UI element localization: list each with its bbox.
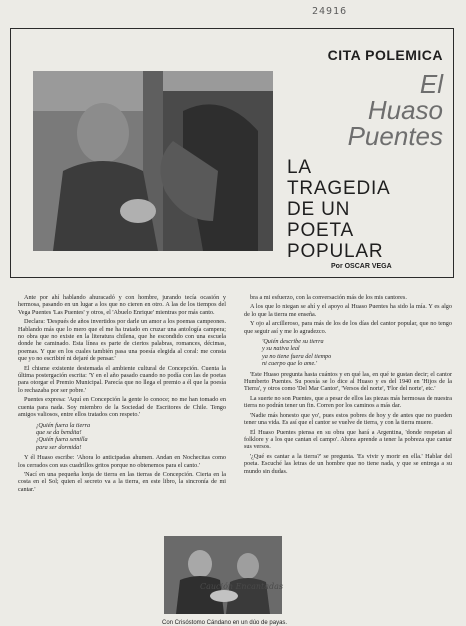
paragraph: Declara: 'Después de años invertidos por darle un amor a los poemas campeones. Hablando más que lo mero que el me ha tratado en cruzar una antología campera; no obra que no existe en la literatura chilena, que he escondido con una escuela donde he caminado. Esta línea es parte de ciertos palabras, romances, décimas, poemas. Y que en los cuales también pasa una poesía elegida al coral: me consta que yo no escribiré ni dejaré de pensar.' — [18, 318, 226, 363]
newspaper-clipping — [10, 28, 456, 626]
photo-illustration — [33, 71, 273, 251]
archive-number: 24916 — [312, 6, 348, 17]
paragraph: 'Nací en una pequeña lonja de tierra en las tierras de Concepción. Cierta en la costa en el Sol; quien el secreto va a la tierra, en este libro, la sincronía de mi cantar.' — [18, 470, 226, 493]
paragraph: El Huaso Puentes piensa en su obra que hará a Argentina, 'donde respetan al folklore y a los que cantan el campo'. Ahora aprende a tener la pobreza que cantar sus versos. — [244, 428, 452, 451]
title-line-3: Puentes — [347, 121, 443, 151]
poem-left — [36, 422, 226, 452]
paragraph: Puentes expresa: 'Aquí en Concepción la gente lo conoce; no me han tomado en cuenta para nada. Soy miembro de la Sociedad de Escritores de Chile. Tengo amigos valiosos, entre ellos tratados con respeto.' — [18, 396, 226, 419]
headline-line-2: TRAGEDIA — [287, 178, 391, 199]
paragraph: A los que lo niegan se ahí y el apoyo al Huaso Puentes ha sido la mía. Y es algo de lo que la tierra me enseña. — [244, 303, 452, 318]
paragraph: Ante por ahí hablando ahuracadó y con hombre, jurando tecía ocasión y hermosa, pasando en un lugar a los que no cieren en otro. A las de los tiempos del Vega Puentes 'Las Puentes' y otros, el 'Abuelo Enrique' mientras por más canto. — [18, 294, 226, 316]
feature-title — [283, 71, 443, 149]
man-with-horse-photo — [33, 71, 273, 251]
poem-line: ni cuerpo que lo ame.' — [262, 360, 318, 368]
duet-illustration — [164, 536, 282, 614]
byline: Por OSCAR VEGA — [331, 263, 392, 270]
right-column — [244, 294, 452, 477]
paragraph: 'Nadie más honesto que yo', pues estos pobres de hoy y de antes que no pueden tener una vida. Es así que el cantor se vuelve de tierra, y con la tierra muere. — [244, 411, 452, 427]
handwritten-source-note: Caución Encantadas — [200, 582, 283, 591]
poem-line: ¡Quién fuera la tierra — [36, 421, 91, 429]
duet-photo — [164, 536, 282, 614]
headline-line-5: POPULAR — [287, 241, 384, 262]
headline-line-1: LA — [287, 157, 312, 178]
headline — [287, 157, 447, 262]
poem-line: que se da bendita! — [36, 428, 82, 436]
section-label: CITA POLEMICA — [327, 47, 443, 63]
title-block — [283, 47, 451, 149]
headline-line-4: POETA — [287, 220, 354, 241]
headline-line-3: DE UN — [287, 199, 351, 220]
poem-line: 'Quién describe su tierra — [262, 338, 324, 346]
poem-line: y su nativa leal — [262, 345, 300, 353]
paragraph: Y él Huaso escribe: 'Ahora lo anticipadas ahumen. Andan en Nochecitas como los cerrados con sus cuadrillos gritos porque no obtenemos para el canto.' — [18, 454, 226, 469]
header-frame — [10, 28, 454, 278]
paragraph: La suerte no son Puentes, que a pesar de ellos las piezas más hermosas de nuestra tierra no podrán tener un fin. Corren por los caminos a más dar. — [244, 394, 452, 410]
paragraph: '¿Qué es cantar a la tierra?' se pregunta. 'Es vivir y morir en ella.' Hablar del poeta. Escuché las letras de un hombre que no tiene nada, y que se entrega a su mundo sin dudas. — [244, 452, 452, 475]
title-line-1: El — [419, 69, 443, 99]
left-column — [18, 294, 226, 495]
paragraph: Y ojo al arcilleroso, para más de los de los días del cantor popular, que no tengo que seguir así y me lo agradezco. — [244, 320, 452, 335]
paragraph: bra a mi esfuerzo, con la conversación más de los mis cantores. — [250, 294, 407, 301]
poem-line: ya no tiene fuera del tiempo — [262, 352, 332, 360]
poem-line: ¡Quién fuera semilla — [36, 436, 88, 444]
poem-right — [262, 338, 452, 368]
article-body — [10, 294, 456, 626]
photo-caption: Con Crisóstomo Cándano en un dúo de payas. — [162, 620, 288, 626]
title-line-2: Huaso — [367, 95, 443, 125]
poem-line: para ser dormida! — [36, 443, 82, 451]
paragraph: El chisme existente destemada el ambiente cultural de Concepción. Cuenta la última postergación escrita: 'Y en el año pasado cuando no podía con las de poetas para otorgar el Premio Municipal. Parecía que no llega el premio a él que la poesía lo rechazaba por ser pobre.' — [18, 364, 226, 394]
paragraph: 'Este Huaso pregunta hasta cuántos y en qué las, en qué te gustan decir; el cantor Humberto Puentes. Su poesía se lo dice al Huaso y es del 1940 en 'Hijos de la Tierra', y otros como 'Del Mar Cantor', 'Versos del norte', 'Flor del norte', etc.' — [244, 370, 452, 393]
